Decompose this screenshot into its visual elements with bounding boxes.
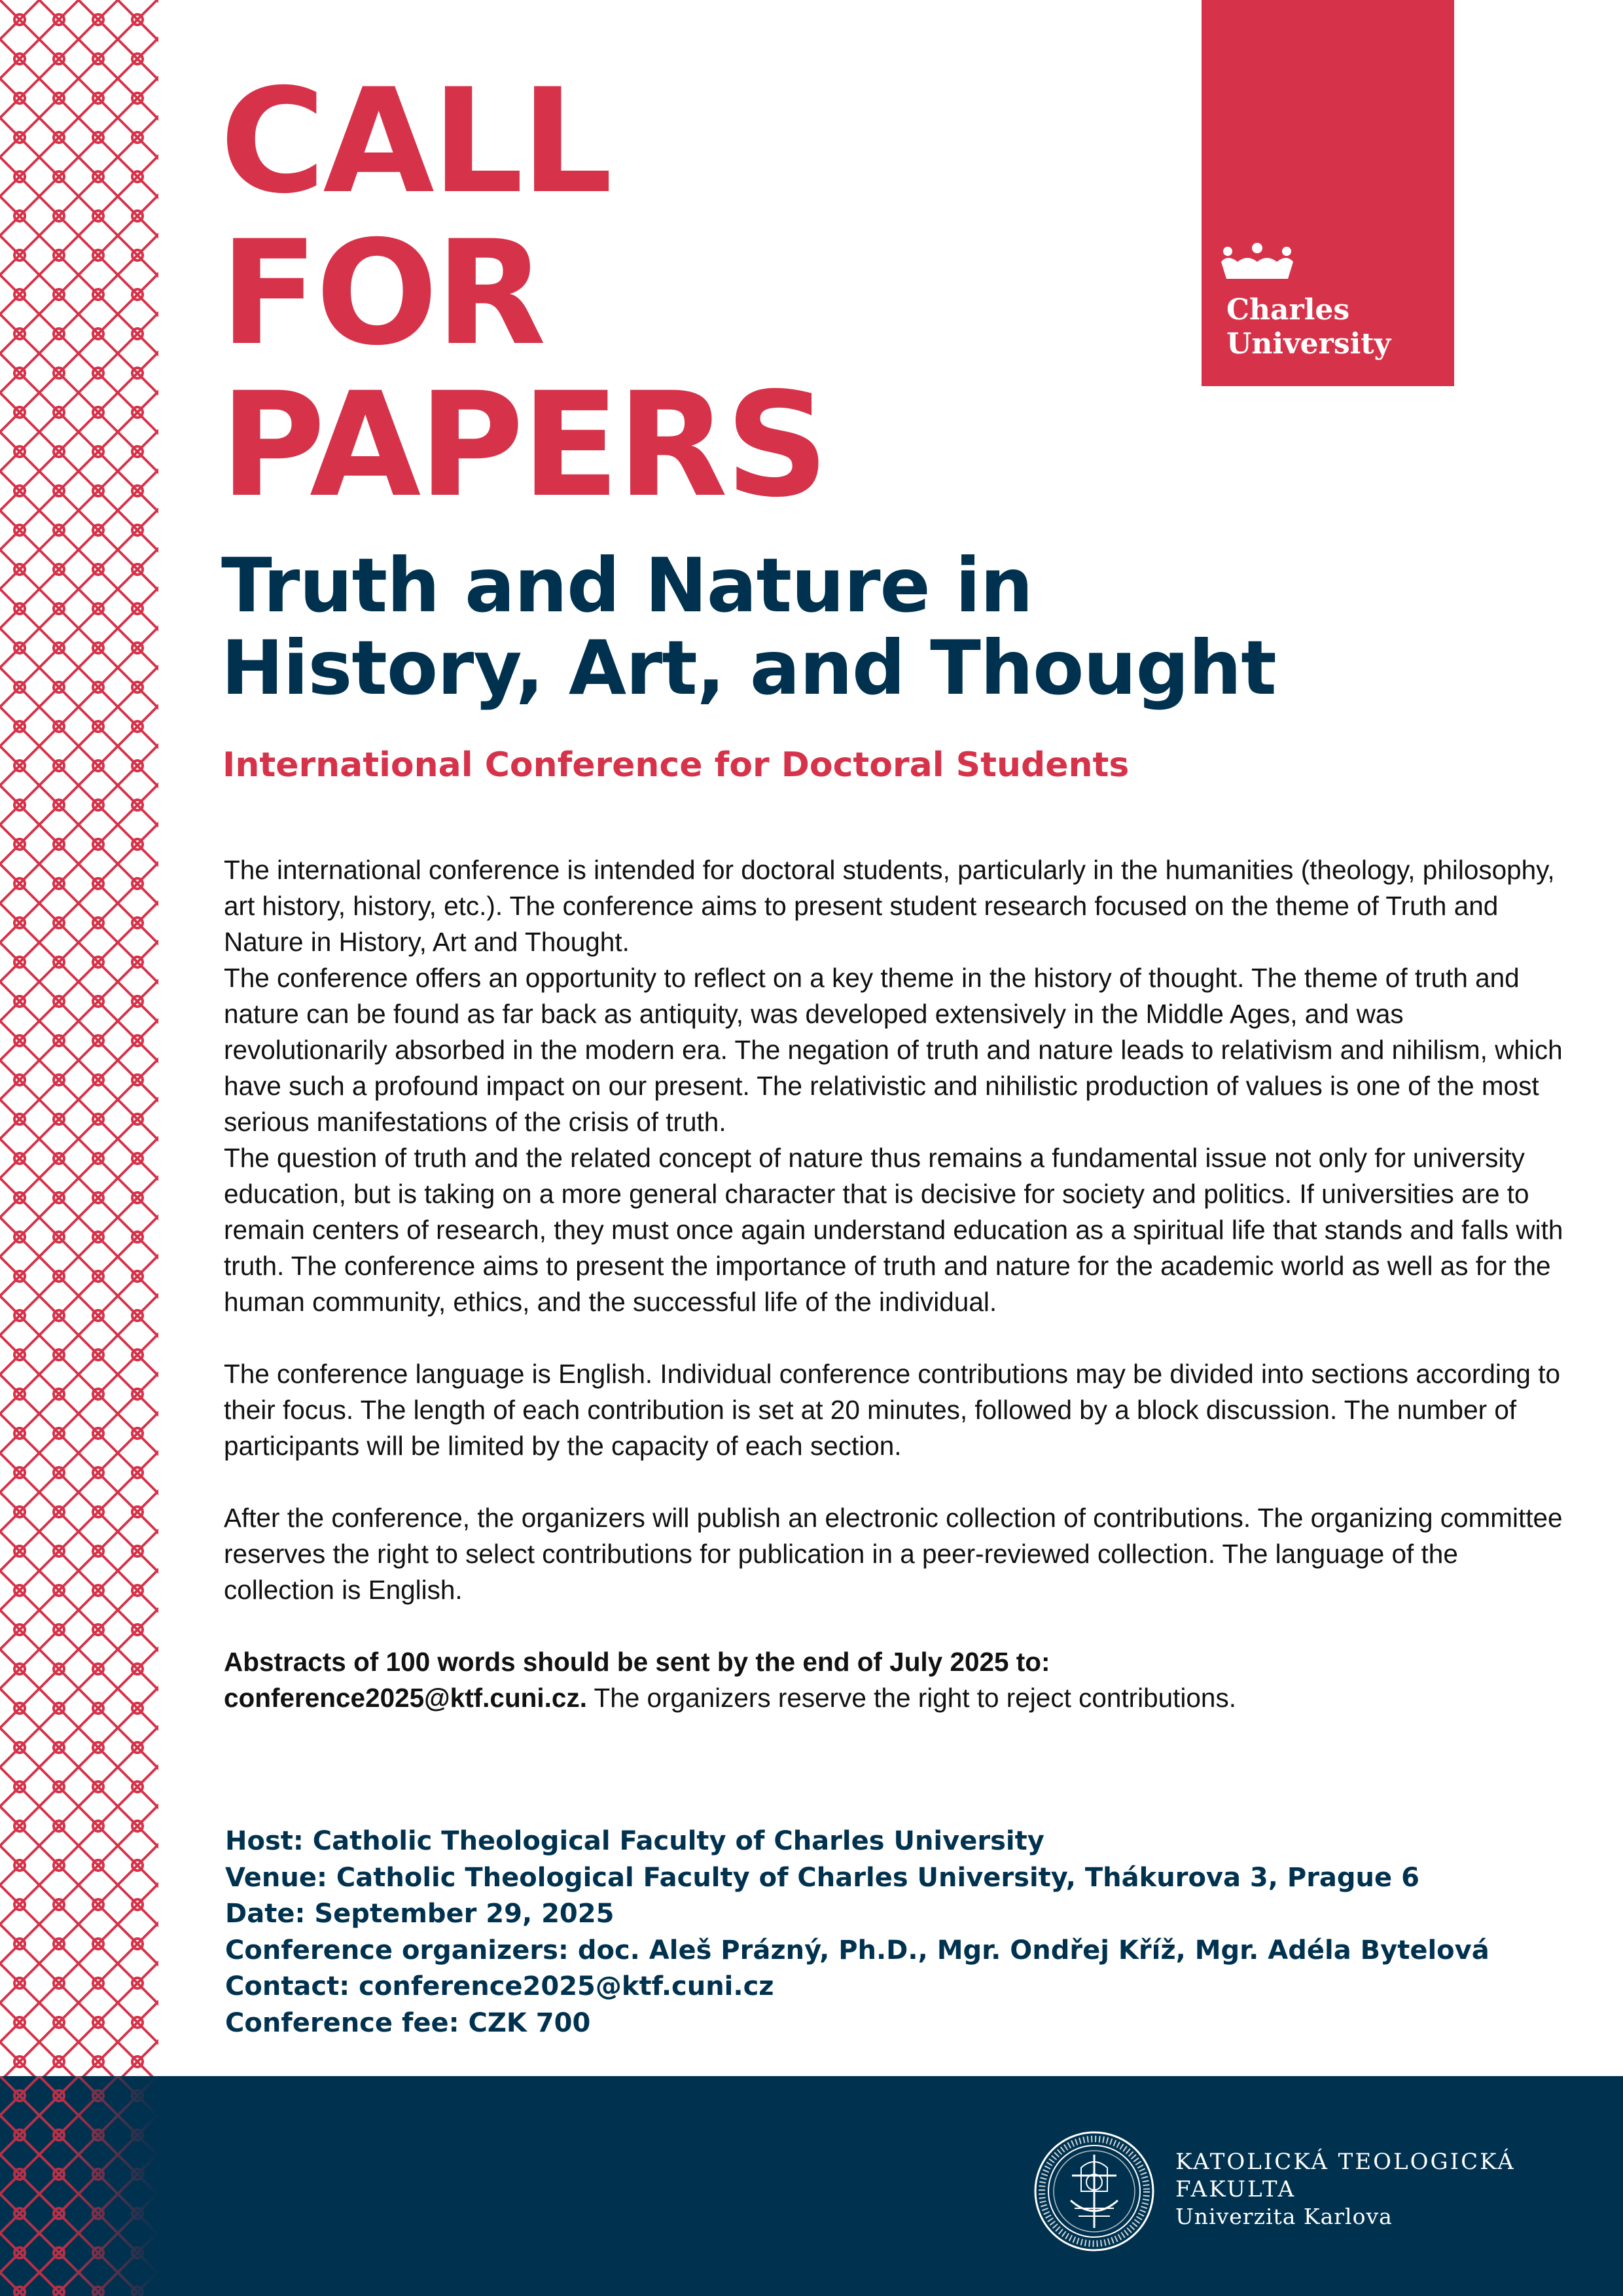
crown-icon xyxy=(1215,242,1300,288)
conference-subtitle: International Conference for Doctoral Students xyxy=(223,745,1130,785)
conference-details xyxy=(225,1823,1489,2041)
body-paragraph-2: The conference offers an opportunity to reflect on a key theme in the history of thought. The theme of truth and nature can be found as far back as antiquity, was developed extensively in the Middle Ages, and was revolutionarily absorbed in the modern era. The negation of truth and nature leads to relativism and nihilism, which have such a profound impact on our present. The relativistic and nihilistic production of values is one of the most serious manifestations of the crisis of truth. xyxy=(224,963,1563,1137)
detail-contact[interactable]: Contact: conference2025@ktf.cuni.cz xyxy=(225,1971,774,2001)
faculty-line-3: Univerzita Karlova xyxy=(1175,2204,1393,2229)
detail-fee: Conference fee: CZK 700 xyxy=(225,2007,591,2038)
footer-pattern xyxy=(0,2076,158,2296)
body-paragraph-1: The international conference is intended for doctoral students, particularly in the humanities (theology, philosophy, art history, history, etc.). The conference aims to present student research focused on the theme of Truth and Nature in History, Art and Thought. xyxy=(224,855,1555,957)
charles-university-logo xyxy=(1202,0,1454,386)
faculty-line-1: KATOLICKÁ TEOLOGICKÁ xyxy=(1175,2149,1516,2175)
headline-line-1: CALL xyxy=(220,58,611,225)
abstract-deadline: Abstracts of 100 words should be sent by the end of July 2025 to: xyxy=(224,1647,1050,1677)
faculty-line-2: FAKULTA xyxy=(1175,2176,1296,2202)
headline-line-2: FOR xyxy=(220,209,544,377)
abstract-email-link[interactable]: conference2025@ktf.cuni.cz. xyxy=(224,1683,587,1713)
university-seal-icon xyxy=(1033,2130,1156,2253)
detail-organizers: Conference organizers: doc. Aleš Prázný, Ph.D., Mgr. Ondřej Kříž, Mgr. Adéla Bytelová xyxy=(225,1935,1489,1965)
body-text xyxy=(224,852,1565,1716)
body-paragraph-5: After the conference, the organizers will publish an electronic collection of contributions. The organizing committee reserves the right to select contributions for publication in a peer-reviewed collection. The language of the collection is English. xyxy=(224,1503,1563,1605)
body-paragraph-3: The question of truth and the related concept of nature thus remains a fundamental issue not only for university education, but is taking on a more general character that is decisive for society and politics. If universities are to remain centers of research, they must once again understand education as a spiritual life that stands and falls with truth. The conference aims to present the importance of truth and nature for the academic world as well as for the human community, ethics, and the successful life of the individual. xyxy=(224,1143,1563,1317)
abstract-note: The organizers reserve the right to reject contributions. xyxy=(586,1683,1236,1713)
body-paragraph-4: The conference language is English. Individual conference contributions may be divided into sections according to their focus. The length of each contribution is set at 20 minutes, followed by a block discussion. The number of participants will be limited by the capacity of each section. xyxy=(224,1359,1560,1461)
title-line-2: History, Art, and Thought xyxy=(221,624,1276,711)
headline-line-3: PAPERS xyxy=(220,361,827,529)
detail-host: Host: Catholic Theological Faculty of Charles University xyxy=(225,1826,1044,1856)
detail-date: Date: September 29, 2025 xyxy=(225,1899,615,1929)
faculty-name xyxy=(1175,2148,1516,2231)
decorative-pattern-strip xyxy=(0,0,158,2076)
conference-title xyxy=(221,542,1276,711)
detail-venue: Venue: Catholic Theological Faculty of Charles University, Thákurova 3, Prague 6 xyxy=(225,1862,1419,1893)
logo-line-2: University xyxy=(1226,327,1391,361)
abstract-paragraph xyxy=(224,1644,1565,1716)
headline xyxy=(220,58,827,529)
title-line-1: Truth and Nature in xyxy=(221,542,1033,629)
logo-line-1: Charles xyxy=(1226,293,1350,327)
